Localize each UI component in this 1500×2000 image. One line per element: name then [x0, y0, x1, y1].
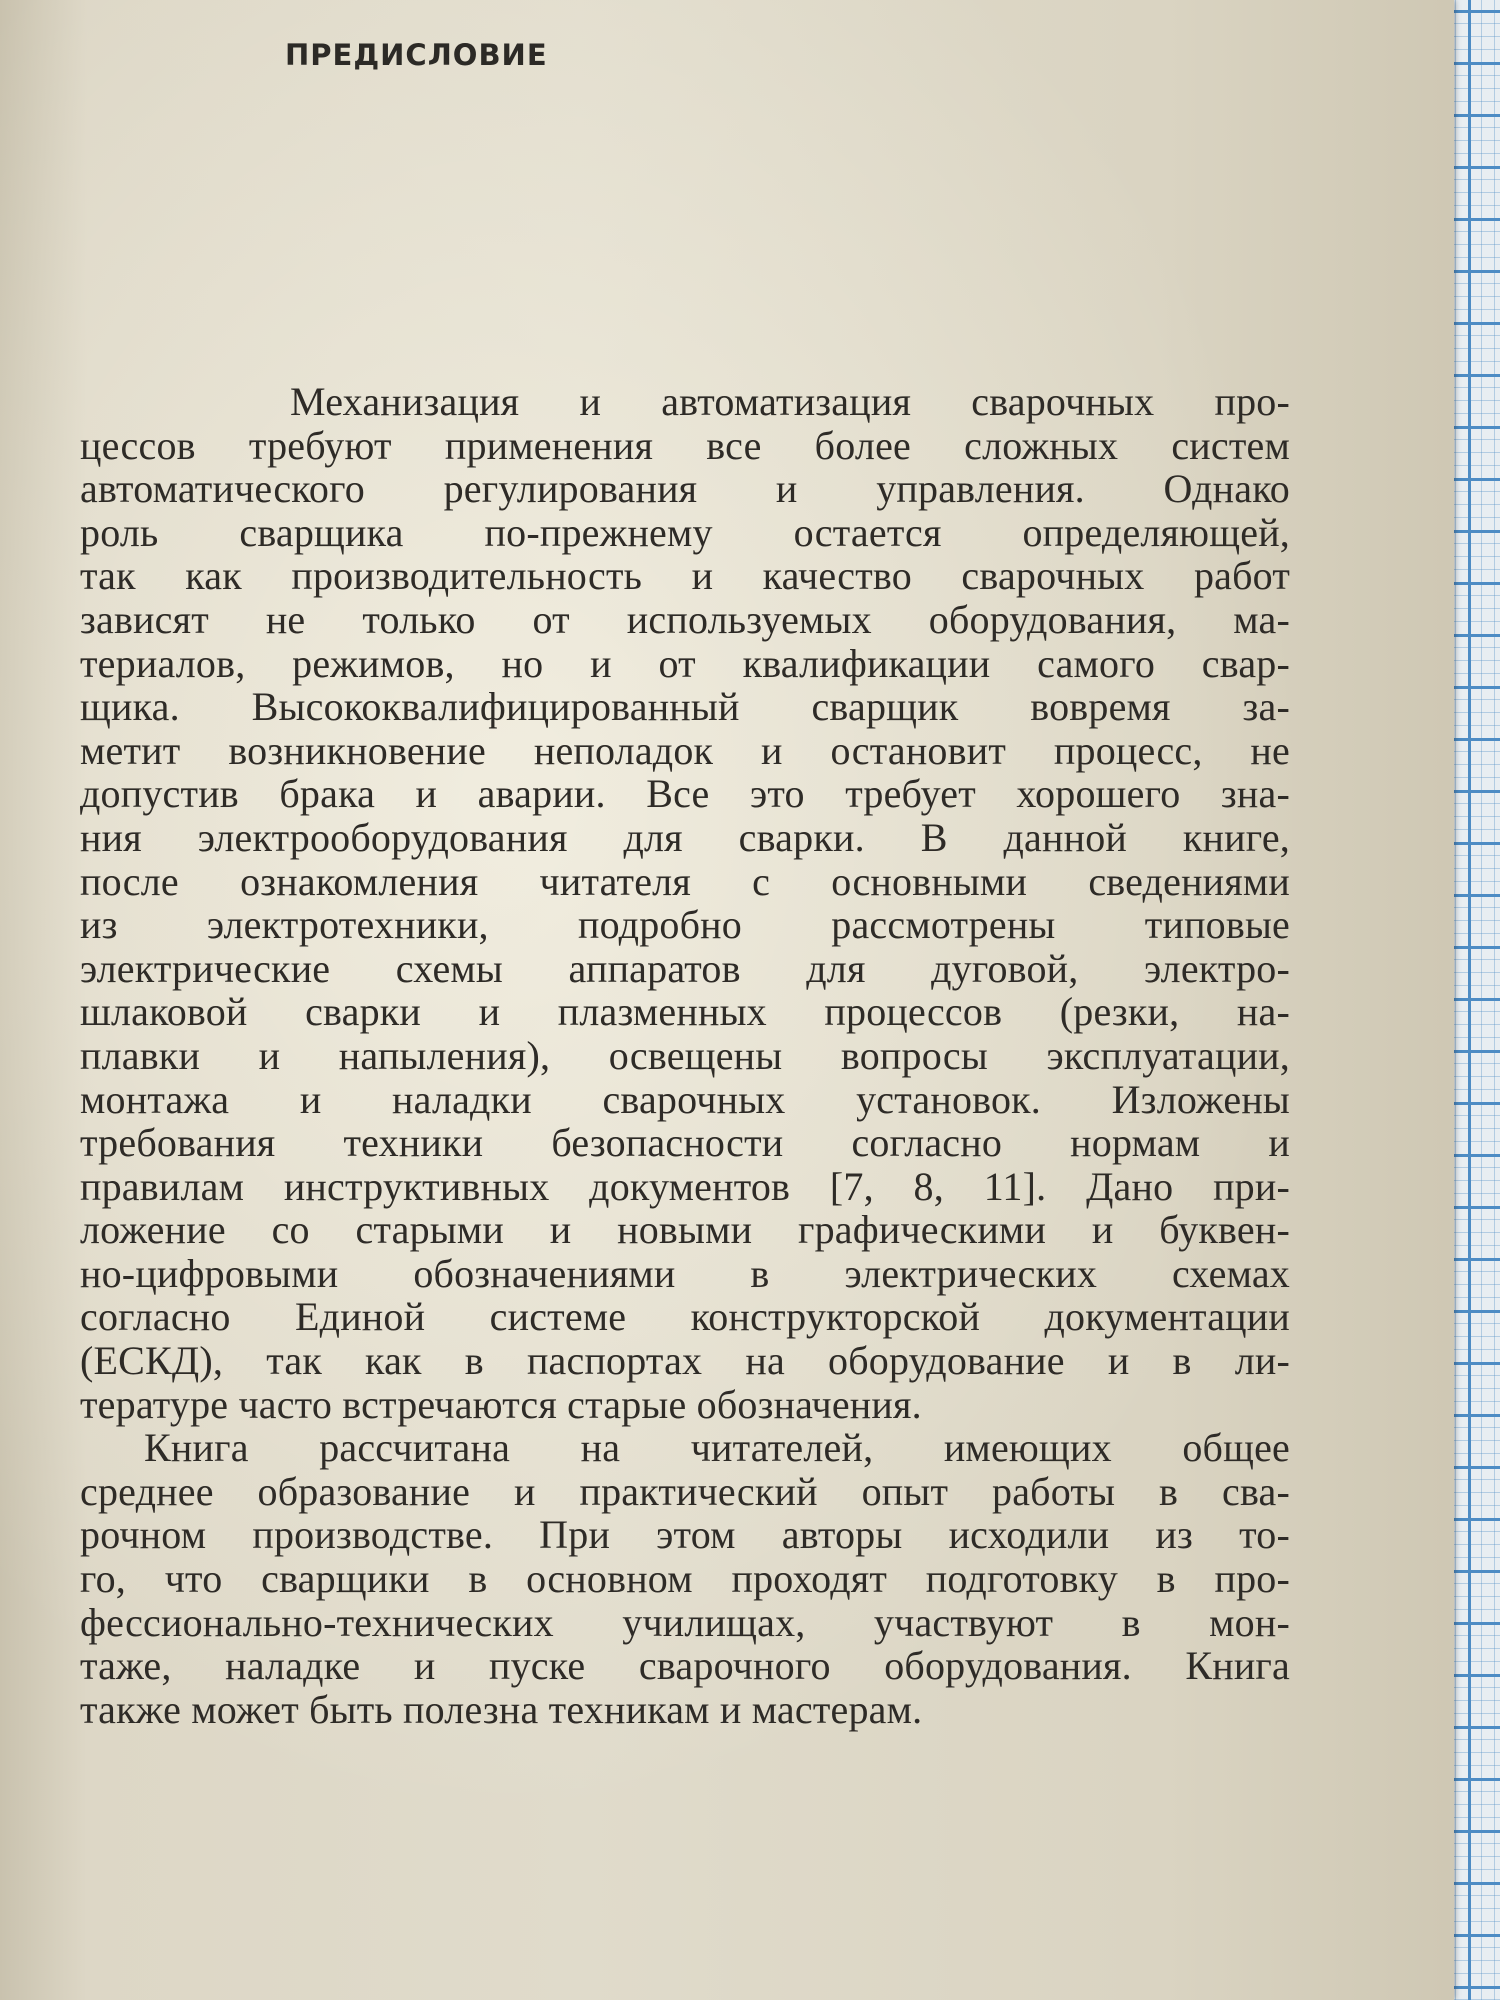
paragraph-1-line: цессов требуют применения все более сложных систем — [80, 422, 1290, 468]
paragraph-1-line: электрические схемы аппаратов для дуговой, электро- — [80, 945, 1290, 991]
page-heading: ПРЕДИСЛОВИЕ — [285, 38, 548, 72]
paragraph-2-line: го, что сварщики в основном проходят подготовку в про- — [80, 1556, 1290, 1602]
paragraph-1-line: после ознакомления читателя с основными сведениями — [80, 858, 1290, 904]
paragraph-1-line: требования техники безопасности согласно нормам и — [80, 1120, 1290, 1166]
paragraph-2-line: рочном производстве. При этом авторы исходили из то- — [80, 1512, 1290, 1558]
paragraph-1-line: ложение со старыми и новыми графическими и буквен- — [80, 1207, 1290, 1253]
paragraph-1-line: плавки и напыления), освещены вопросы эксплуатации, — [80, 1032, 1290, 1078]
body-text — [80, 380, 1290, 1731]
paragraph-2-line: фессионально-технических училищах, участвуют в мон- — [80, 1599, 1290, 1645]
paragraph-1-line: щика. Высококвалифицированный сварщик вовремя за- — [80, 684, 1290, 730]
paragraph-2-line: также может быть полезна техникам и мастерам. — [80, 1686, 923, 1732]
paragraph-1-line: ния электрооборудования для сварки. В данной книге, — [80, 814, 1290, 860]
paragraph-2-line: среднее образование и практический опыт работы в сва- — [80, 1468, 1290, 1514]
paragraph-1-line: согласно Единой системе конструкторской документации — [80, 1294, 1290, 1340]
paragraph-1-line: зависят не только от используемых оборудования, ма- — [80, 596, 1290, 642]
paragraph-1-line: териалов, режимов, но и от квалификации самого свар- — [80, 640, 1290, 686]
paragraph-1-line: так как производительность и качество сварочных работ — [80, 553, 1290, 599]
paragraph-1-line: роль сварщика по-прежнему остается определяющей, — [80, 509, 1290, 555]
paragraph-2-line: Книга рассчитана на читателей, имеющих общее — [144, 1425, 1290, 1471]
paragraph-1-line: шлаковой сварки и плазменных процессов (резки, на- — [80, 989, 1290, 1035]
paragraph-1-line: но-цифровыми обозначениями в электрических схемах — [80, 1250, 1290, 1296]
paragraph-1-line: правилам инструктивных документов [7, 8, 11]. Дано при- — [80, 1163, 1290, 1209]
paragraph-1-line: из электротехники, подробно рассмотрены типовые — [80, 902, 1290, 948]
paragraph-1-line: автоматического регулирования и управления. Однако — [80, 466, 1290, 512]
paragraph-2-line: таже, наладке и пуске сварочного оборудования. Книга — [80, 1643, 1290, 1689]
paragraph-1-line: допустив брака и аварии. Все это требует хорошего зна- — [80, 771, 1290, 817]
paragraph-1-line: Механизация и автоматизация сварочных про- — [290, 379, 1290, 424]
paragraph-1-line: метит возникновение неполадок и остановит процесс, не — [80, 727, 1290, 773]
graph-paper-background — [1448, 0, 1500, 2000]
paragraph-1-line: тературе часто встречаются старые обозначения. — [80, 1381, 922, 1427]
paragraph-1-line: (ЕСКД), так как в паспортах на оборудование и в ли- — [80, 1338, 1290, 1384]
paragraph-1-line: монтажа и наладки сварочных установок. Изложены — [80, 1076, 1290, 1122]
